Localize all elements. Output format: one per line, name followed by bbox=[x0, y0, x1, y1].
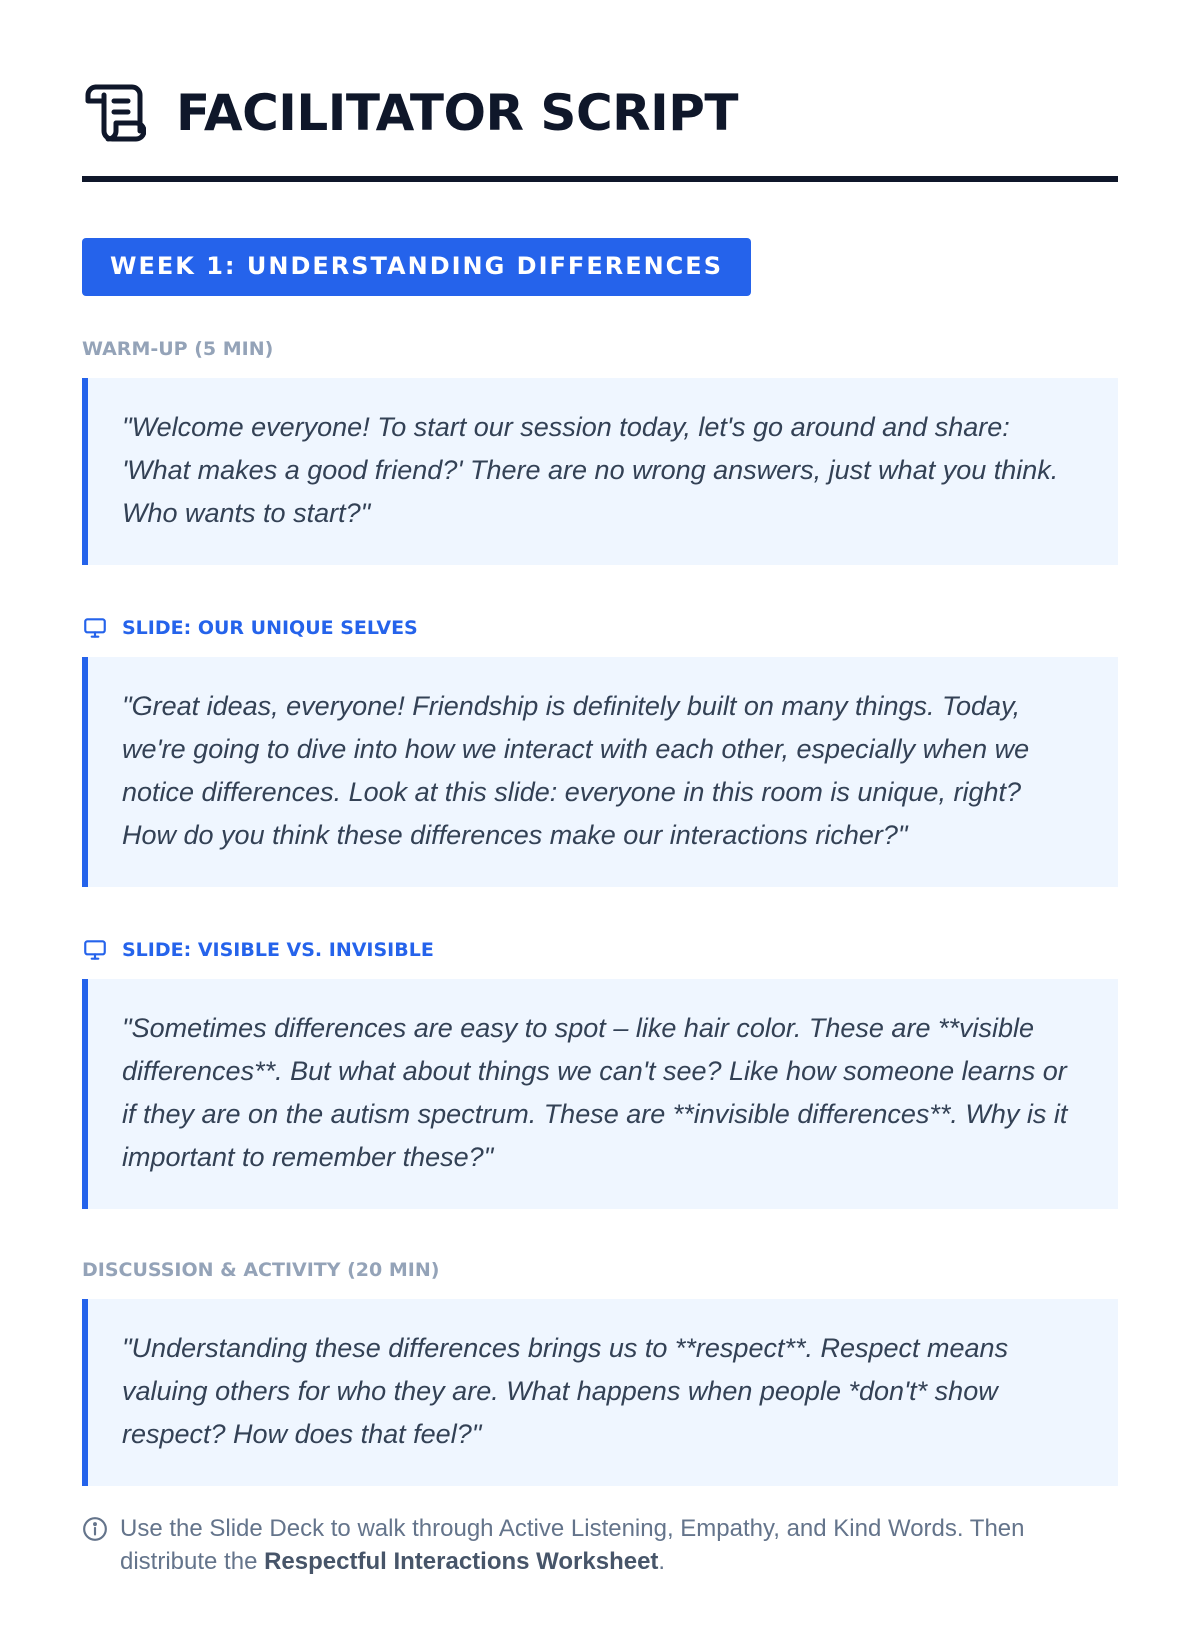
slide-label-visible-invisible bbox=[82, 937, 1118, 963]
script-quote-warmup: "Welcome everyone! To start our session today, let's go around and share: 'What makes a good friend?' There are no wrong answers, just what you think. Who wants to start?" bbox=[82, 378, 1118, 565]
header bbox=[82, 48, 1118, 178]
script-quote-discussion: "Understanding these differences brings us to **respect**. Respect means valuing others for who they are. What happens when people *don't* show respect? How does that feel?" bbox=[82, 1299, 1118, 1486]
note-text: Use the Slide Deck to walk through Active Listening, Empathy, and Kind Words. Then distribute the Respectful Interactions Worksheet. bbox=[120, 1515, 1025, 1575]
section-label-warmup: WARM-UP (5 MIN) bbox=[82, 338, 274, 360]
slide-label-unique-selves bbox=[82, 615, 1118, 641]
worksheet-name: Respectful Interactions Worksheet bbox=[264, 1548, 659, 1575]
monitor-icon bbox=[82, 937, 108, 963]
week-badge: WEEK 1: UNDERSTANDING DIFFERENCES bbox=[82, 238, 751, 296]
info-icon bbox=[82, 1516, 108, 1542]
script-quote-unique-selves: "Great ideas, everyone! Friendship is definitely built on many things. Today, we're going to dive into how we interact with each other, especially when we notice differences. Look at this slide: everyone in this room is unique, right? How do you think these differences make our interactions richer?" bbox=[82, 657, 1118, 887]
slide-label-text: SLIDE: OUR UNIQUE SELVES bbox=[122, 617, 418, 639]
title-divider bbox=[82, 176, 1118, 182]
section-label-discussion: DISCUSSION & ACTIVITY (20 MIN) bbox=[82, 1259, 440, 1281]
scroll-icon bbox=[82, 81, 146, 145]
monitor-icon bbox=[82, 615, 108, 641]
script-quote-visible-invisible: "Sometimes differences are easy to spot – like hair color. These are **visible differences**. But what about things we can't see? Like how someone learns or if they are on the autism spectrum. These are **invisible differences**. Why is it important to remember these?" bbox=[82, 979, 1118, 1209]
slide-label-text: SLIDE: VISIBLE VS. INVISIBLE bbox=[122, 939, 434, 961]
page-title: FACILITATOR SCRIPT bbox=[176, 84, 738, 142]
facilitator-script-page bbox=[0, 48, 1200, 1578]
facilitator-note bbox=[82, 1512, 1118, 1578]
